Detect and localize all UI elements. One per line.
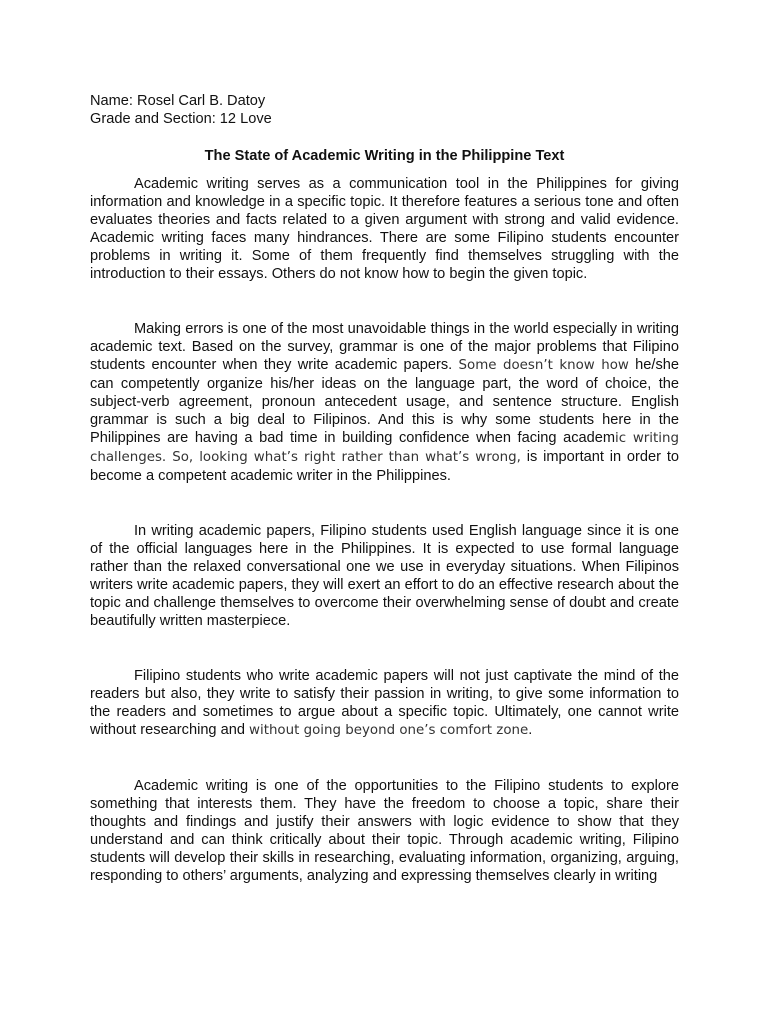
paragraph-2-text-a: Making errors is one of the most unavoidable things in the world especially in writing academic text. Based on the survey, grammar is one of the major problems that Filipino students encounter when they write academic papers. [90, 321, 679, 373]
paragraph-2-text-c: he/she can competently organize his/her ideas on the language part, the word of choice, the subject-verb agreement, pronoun antecedent usage, and sentence structure. English grammar is such a big deal to Filipinos. And this is why some students here in the Philippines are having a bad time in building confidence when facing academ [90, 357, 679, 446]
paragraph-2-text-b: Some doesn’t know how [458, 358, 629, 373]
document-page [90, 92, 679, 885]
essay-title: The State of Academic Writing in the Philippine Text [204, 148, 565, 164]
paragraph-4-text-a: Filipino students who write academic papers will not just captivate the mind of the readers but also, they write to satisfy their passion in writing, to give some information to the readers and sometimes to argue about a specific topic. Ultimately, one cannot write without researching and [90, 668, 679, 738]
paragraph-2-text-d: ic writing challenges. So, looking what’s right rather than what’s wrong, [90, 431, 679, 465]
paragraph-3: In writing academic papers, Filipino students used English language since it is one of the official languages here in the Philippines. It is expected to use formal language rather than the relaxed conversational one we use in everyday situations. When Filipinos writers write academic papers, they will exert an effort to do an effective research about the topic and challenge themselves to overcome their overwhelming sense of doubt and create beautifully written masterpiece. [90, 523, 679, 629]
student-name: Name: Rosel Carl B. Datoy [90, 93, 266, 109]
paragraph-4 [90, 667, 679, 740]
paragraph-2-text-e: is important in order to become a competent academic writer in the Philippines. [90, 449, 679, 484]
paragraph-5: Academic writing is one of the opportunities to the Filipino students to explore something that interests them. They have the freedom to choose a topic, share their thoughts and findings and justify their answers with logic evidence to show that they understand and can think critically about their topic. Through academic writing, Filipino students will develop their skills in researching, evaluating information, organizing, arguing, responding to others’ arguments, analyzing and expressing themselves clearly in writing [90, 778, 679, 884]
paragraph-1: Academic writing serves as a communication tool in the Philippines for giving information and knowledge in a specific topic. It therefore features a serious tone and often evaluates theories and facts related to a given argument with strong and valid evidence. Academic writing faces many hindrances. There are some Filipino students encounter problems in writing it. Some of them frequently find themselves struggling with the introduction to their essays. Others do not know how to begin the given topic. [90, 176, 679, 282]
paragraph-2 [90, 320, 679, 485]
paragraph-4-text-c: . [528, 722, 533, 738]
paragraph-4-text-b: without going beyond one’s comfort zone [249, 723, 529, 738]
grade-section: Grade and Section: 12 Love [90, 111, 272, 127]
